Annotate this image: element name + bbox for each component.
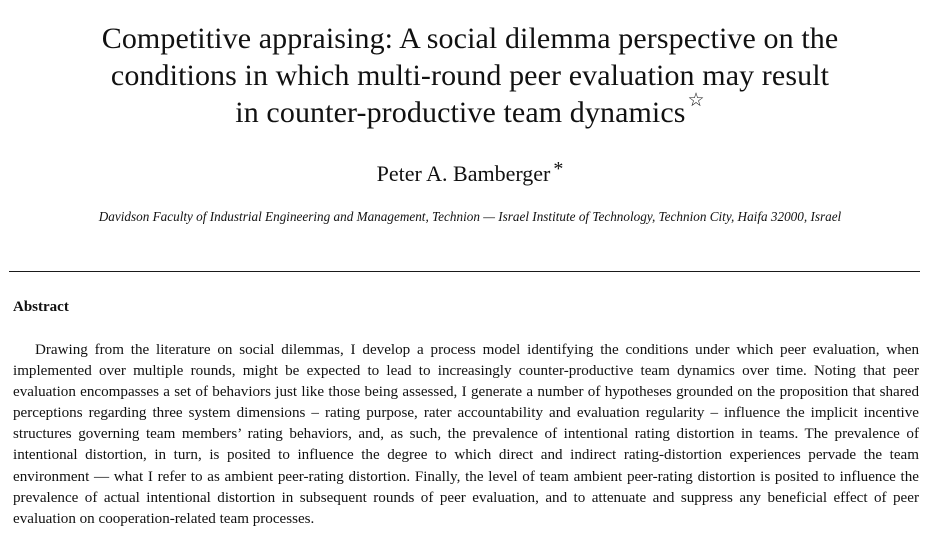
paper-title [0,20,940,135]
abstract-heading: Abstract [13,299,69,315]
title-line-3-text: in counter-productive team dynamics [235,96,686,129]
abstract-text: Drawing from the literature on social dilemmas, I develop a process model identifying the conditions under which peer evaluation, when implemented over multiple rounds, might be expected to lead to increasingly counter-productive team dynamics over time. Noting that peer evaluation encompasses a set of behaviors just like those being assessed, I generate a number of hypotheses grounded on the proposition that shared perceptions regarding three system dimensions – rating purpose, rater accountability and evaluation regularity – influence the implicit incentive structures governing team members’ rating behaviors, and, as such, the prevalence of intentional rating distortion in teams. The prevalence of intentional distortion, in turn, is posited to influence the degree to which direct and indirect rating-distortion experiences pervade the team environment — what I refer to as ambient peer-rating distortion. Finally, the level of team ambient peer-rating distortion is posited to influence the prevalence of actual intentional distortion in subsequent rounds of peer evaluation, and to attenuate and suppress any beneficial effect of peer evaluation on cooperation-related team processes. [13,342,919,527]
author-name: Peter A. Bamberger [376,161,551,186]
title-line-2: conditions in which multi-round peer evaluation may result [110,59,830,92]
author-affiliation: Davidson Faculty of Industrial Engineering and Management, Technion — Israel Institute of Technology, Technion City, Haifa 32000, Israel [98,209,842,224]
title-line-1: Competitive appraising: A social dilemma perspective on the [101,22,839,55]
title-line-3 [0,90,940,135]
title-footnote-star-icon[interactable]: ☆ [687,90,705,111]
author-line [0,160,940,189]
author-footnote-asterisk-icon[interactable]: * [553,158,564,180]
section-divider [9,271,920,272]
